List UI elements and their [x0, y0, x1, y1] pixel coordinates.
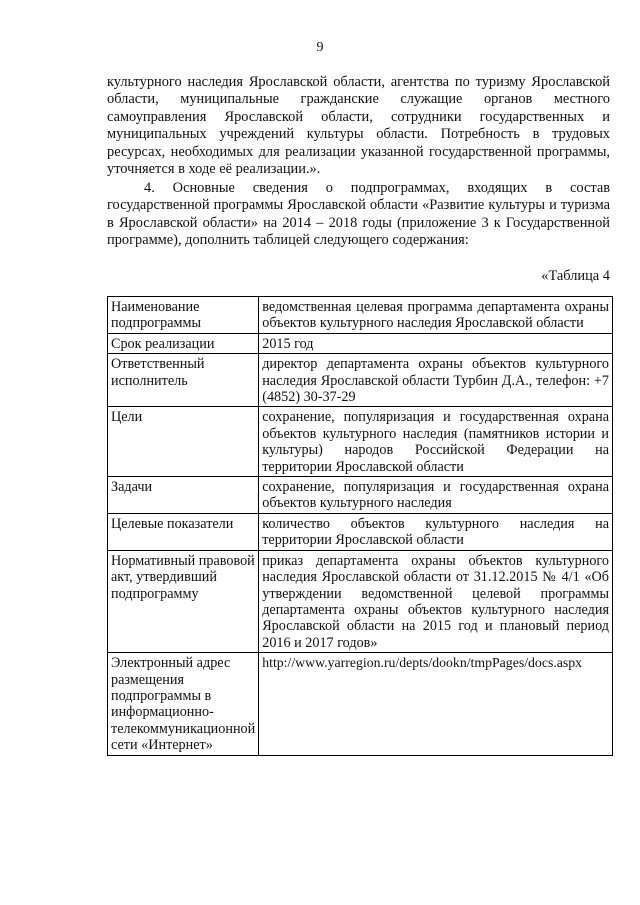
row-value: сохранение, популяризация и государственная охрана объектов культурного наследия (памятников истории и культуры) народов Российской Федерации на территории Ярославской области [259, 407, 613, 477]
table-row [108, 513, 613, 550]
row-label: Цели [108, 407, 259, 477]
row-label: Наименование подпрограммы [108, 297, 259, 334]
table-caption: «Таблица 4 [541, 268, 610, 284]
row-value: количество объектов культурного наследия на территории Ярославской области [259, 513, 613, 550]
row-value: приказ департамента охраны объектов культурного наследия Ярославской области от 31.12.2015 № 4/1 «Об утверждении ведомственной целевой программы департамента охраны объектов культурного наследия Ярославской области на 2015 год и плановый период 2016 и 2017 годов» [259, 550, 613, 652]
row-value: 2015 год [259, 333, 613, 353]
table-row [108, 653, 613, 755]
subprogram-table [107, 296, 613, 756]
page-number: 9 [316, 40, 324, 55]
row-label: Целевые показатели [108, 513, 259, 550]
body-paragraph: культурного наследия Ярославской области, агентства по туризму Ярославской области, муниципальные гражданские служащие органов местного самоуправления Ярославской области, сотрудники государственных и муниципальных учреждений культуры области. Потребность в трудовых ресурсах, необходимых для реализации указанной государственной программы, уточняется в ходе её реализации.». [107, 74, 610, 178]
row-label: Срок реализации [108, 333, 259, 353]
row-value: ведомственная целевая программа департамента охраны объектов культурного наследия Ярославской области [259, 297, 613, 334]
table-row [108, 354, 613, 407]
body-paragraph-item-4: 4. Основные сведения о подпрограммах, входящих в состав государственной программы Ярославской области «Развитие культуры и туризма в Ярославской области» на 2014 – 2018 годы (приложение 3 к Государственной программе), дополнить таблицей следующего содержания: [107, 180, 610, 249]
row-label: Нормативный правовой акт, утвердивший подпрограмму [108, 550, 259, 652]
table-row [108, 333, 613, 353]
table-row [108, 550, 613, 652]
row-label: Электронный адрес размещения подпрограммы в информационно-телекоммуникационной сети «Интернет» [108, 653, 259, 755]
row-value: директор департамента охраны объектов культурного наследия Ярославской области Турбин Д.А., телефон: +7 (4852) 30-37-29 [259, 354, 613, 407]
table-row [108, 297, 613, 334]
row-label: Задачи [108, 477, 259, 514]
table-row [108, 407, 613, 477]
row-label: Ответственный исполнитель [108, 354, 259, 407]
row-value: сохранение, популяризация и государственная охрана объектов культурного наследия [259, 477, 613, 514]
table-row [108, 477, 613, 514]
internet-address-link[interactable]: http://www.yarregion.ru/depts/dookn/tmpPages/docs.aspx [259, 653, 613, 755]
